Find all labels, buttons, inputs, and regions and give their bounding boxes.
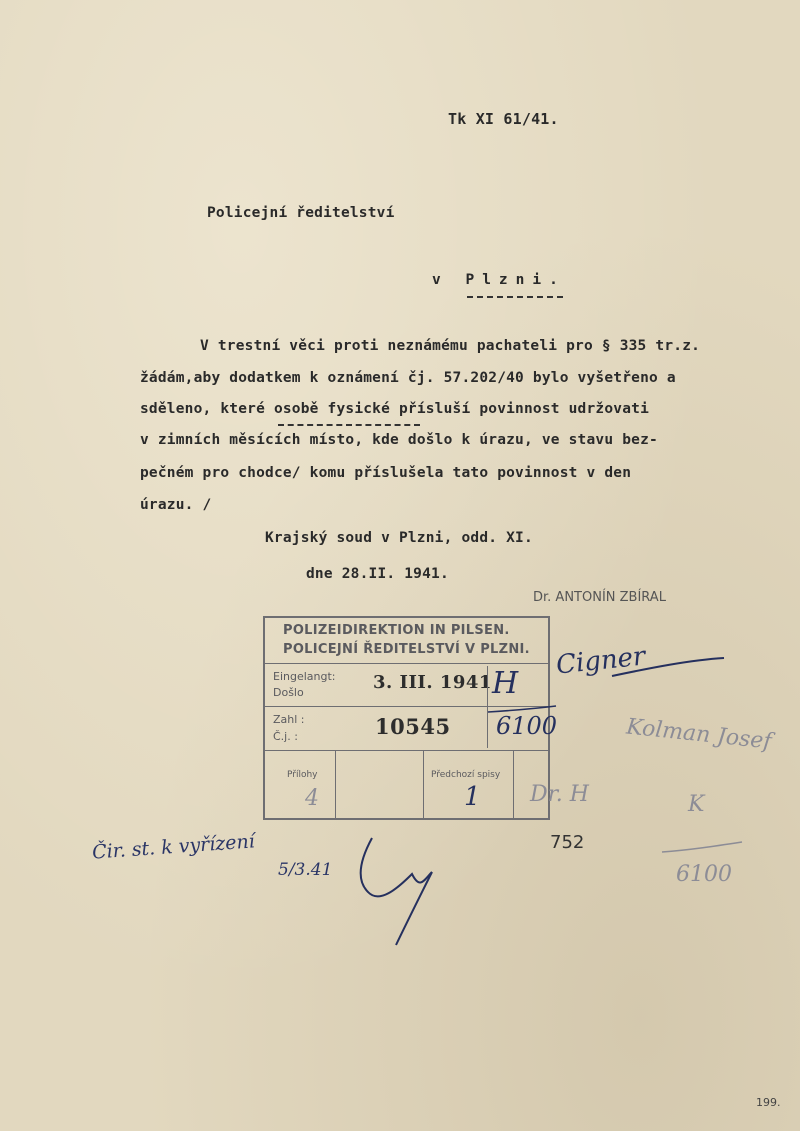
document-date: dne 28.II. 1941. bbox=[306, 566, 449, 582]
handwritten-attachments-count: 4 bbox=[305, 786, 319, 811]
body-line-4: v zimních měsících místo, kde došlo k úrazu, ve stavu bez- bbox=[140, 432, 658, 448]
handwritten-number-right: 6100 bbox=[676, 862, 732, 887]
underline-osobe-fysicke bbox=[278, 424, 420, 426]
stamp-column-divider bbox=[335, 750, 336, 820]
body-line-3: sděleno, které osobě fysické přísluší povinnost udržovati bbox=[140, 401, 649, 417]
court-name: Krajský soud v Plzni, odd. XI. bbox=[265, 530, 533, 546]
page-number: 199. bbox=[756, 1096, 781, 1109]
stamp-received-date: 3. III. 1941 bbox=[373, 672, 492, 693]
grey-strike bbox=[662, 842, 742, 852]
body-line-5: pečném pro chodce/ komu příslušela tato povinnost v den bbox=[140, 465, 632, 481]
handwritten-stamp-initial: H bbox=[492, 666, 519, 701]
stamp-divider bbox=[265, 750, 548, 751]
handwritten-stamp-initials: Dr. H bbox=[530, 782, 589, 807]
addressee: Policejní ředitelství bbox=[207, 205, 395, 221]
handwritten-initial-right: K bbox=[688, 792, 705, 817]
stamp-header-cz: POLICEJNÍ ŘEDITELSTVÍ V PLZNI. bbox=[283, 642, 530, 657]
stamp-number: 10545 bbox=[375, 714, 451, 739]
handwritten-stamp-number: 6100 bbox=[496, 712, 558, 740]
addressee-city: v Plzni. bbox=[432, 272, 566, 288]
left-signature bbox=[361, 838, 432, 896]
city-underline bbox=[467, 296, 563, 298]
stamp-label-number-cz: Č.j. : bbox=[273, 730, 298, 743]
stamp-column-divider bbox=[487, 666, 488, 748]
stamp-label-received-cz: Došlo bbox=[273, 686, 304, 699]
left-signature-tail bbox=[396, 872, 432, 945]
stamp-label-number-de: Zahl : bbox=[273, 713, 305, 726]
body-line-1: V trestní věci proti neznámému pachateli pro § 335 tr.z. bbox=[200, 338, 701, 354]
stamp-header-de: POLIZEIDIREKTION IN PILSEN. bbox=[283, 623, 510, 638]
stamp-divider bbox=[265, 663, 548, 664]
stamp-column-divider bbox=[423, 750, 424, 820]
handwritten-name-right: Kolman Josef bbox=[625, 714, 773, 755]
handwritten-previous-count: 1 bbox=[464, 782, 481, 812]
handwritten-below-stamp: 752 bbox=[550, 832, 585, 853]
stamp-label-received-de: Eingelangt: bbox=[273, 670, 336, 683]
handwritten-signature: Cigner bbox=[554, 641, 647, 681]
handwritten-left-date: 5/3.41 bbox=[278, 860, 333, 880]
stamp-column-divider bbox=[513, 750, 514, 820]
stamp-divider bbox=[265, 706, 548, 707]
signatory-stamp: Dr. ANTONÍN ZBÍRAL bbox=[533, 590, 666, 605]
stamp-label-previous: Předchozí spisy bbox=[431, 770, 501, 780]
body-line-2: žádám,aby dodatkem k oznámení čj. 57.202/40 bylo vyšetřeno a bbox=[140, 370, 676, 386]
reference-number: Tk XI 61/41. bbox=[448, 110, 559, 128]
handwritten-left-note: Čir. st. k vyřízení bbox=[91, 830, 256, 864]
stamp-label-attachments: Přílohy bbox=[287, 770, 318, 780]
body-line-6: úrazu. / bbox=[140, 497, 212, 513]
